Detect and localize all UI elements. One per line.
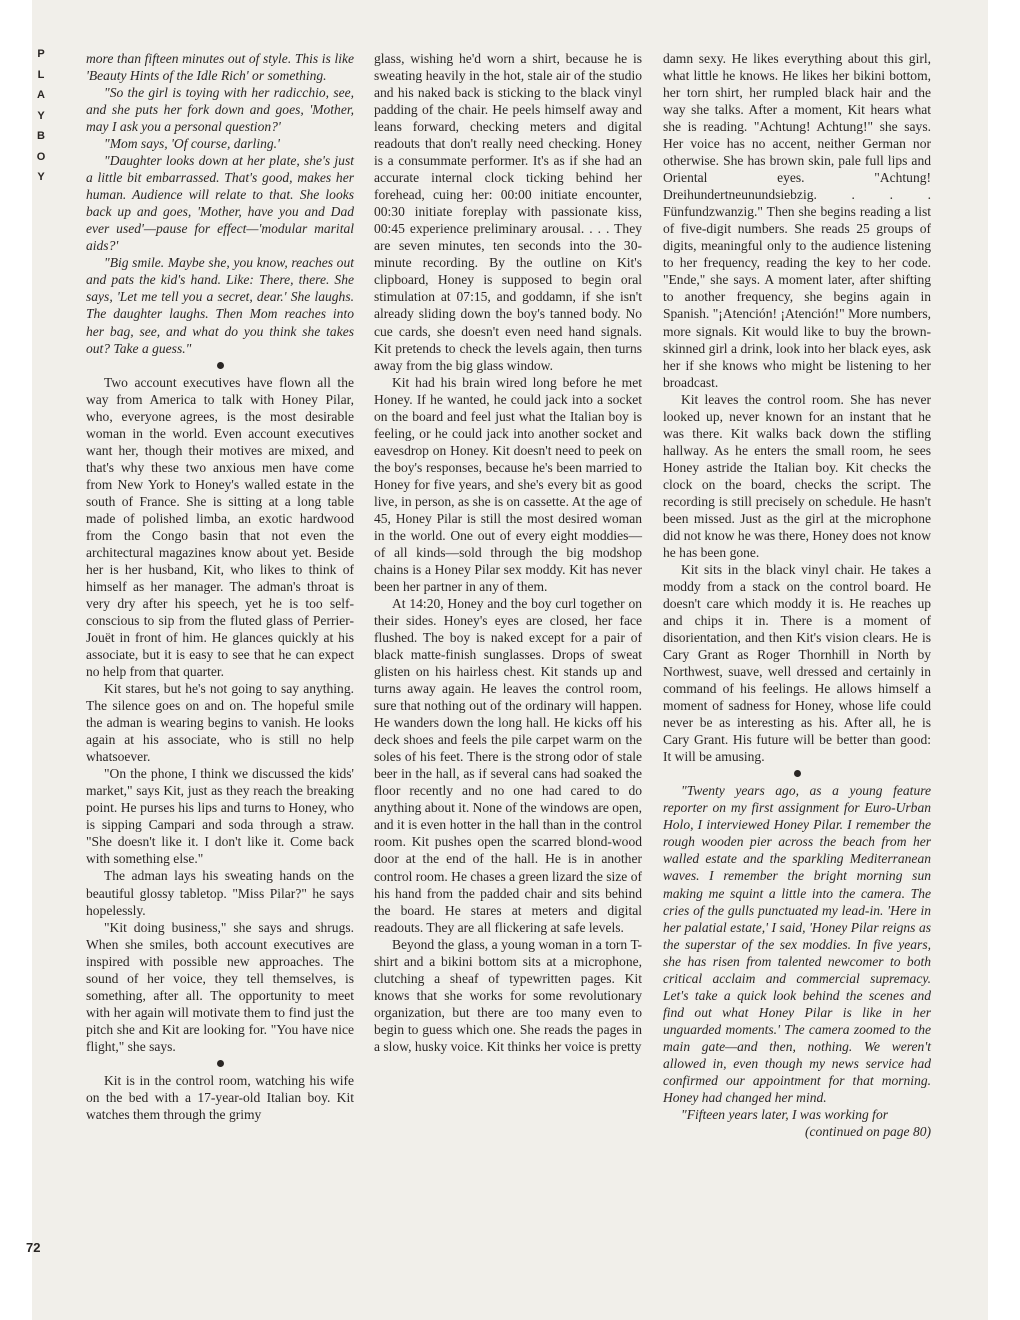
article-paragraph: "Twenty years ago, as a young feature reporter on my first assignment for Euro-Urban Holo, I interviewed Honey Pilar. I remember the rough wooden pier across the beach from her walled estate and the sparkling Mediterranean waves. I remember the bright morning sun making me squint a little into the camera. The cries of the gulls punctuated my lead-in. 'Here in her palatial estate,' I said, 'Honey Pilar reigns as the superstar of the sex moddies. In five years, she has risen from talented newcomer to both critical acclaim and commercial supremacy. Let's take a quick look behind the scenes and find out what Honey Pilar is like in her unguarded moments.' The camera zoomed to the main gate—and then, nothing. We weren't allowed in, even though my news service had confirmed our appointment for that morning. Honey had changed her mind. [663, 783, 931, 1105]
article-paragraph: "On the phone, I think we discussed the kids' market," says Kit, just as they reach the breaking point. He purses his lips and turns to Honey, who is sipping Campari and soda through a straw. "She doesn't like it. I don't like it. Come back with something else." [86, 766, 354, 867]
section-break-bullet [217, 362, 224, 369]
section-break-bullet [794, 770, 801, 777]
continuation-note: (continued on page 80) [804, 1123, 931, 1139]
article-paragraph: "Kit doing business," she says and shrugs. When she smiles, both account executives are inspired with possible new approaches. The sound of her voice, they tell themselves, is something, after all. The opportunity to meet with her again will motivate them to find just the pitch she and Kit are looking for. "You have nice flight," she says. [86, 919, 354, 1054]
article-paragraph: "Mom says, 'Of course, darling.' [104, 136, 280, 152]
article-paragraph: damn sexy. He likes everything about this girl, what little he knows. He likes her bikini bottom, her torn shirt, her rumpled black hair and the way she talks. After a moment, Kit hears what she is reading. "Achtung! Achtung!" she says. Her voice has no accent, neither German nor otherwise. She has brown skin, pale full lips and Oriental eyes. "Achtung! Dreihundertneunundsiebzig. . . . Fünfundzwanzig." Then she begins reading a list of five-digit numbers. She reads 25 groups of digits, meaningful only to the audience listening to her frequency, reading the key to her code. "Ende," she says. A moment later, after shifting to another frequency, she begins again in Spanish. "¡Atención! ¡Atención!" More numbers, more signals. Kit would like to buy the brown-skinned girl a drink, look into her black eyes, ask her if she knows who might be listening to her broadcast. [663, 51, 931, 390]
article-paragraph: Kit stares, but he's not going to say anything. The silence goes on and on. The hopeful smile the adman is wearing begins to vanish. He looks again at his associate, who is still no help whatsoever. [86, 681, 354, 765]
article-paragraph: more than fifteen minutes out of style. This is like 'Beauty Hints of the Idle Rich' or something. [86, 51, 354, 84]
logo-letter: A [37, 89, 45, 101]
logo-letter: Y [37, 171, 45, 183]
text-column-2 [374, 50, 642, 1055]
article-paragraph: Kit leaves the control room. She has never looked up, never known for an instant that he was there. Kit walks back down the stifling hallway. As he enters the small room, he sees Honey astride the Italian boy. Kit checks the clock on the board, checks the script. The recording is still precisely on schedule. He hasn't been missed. Just as the girl at the microphone did not know he was there, Honey does not know he has been gone. [663, 391, 931, 560]
article-paragraph: Kit sits in the black vinyl chair. He takes a moddy from a stack on the control board. He doesn't care which moddy it is. He reaches up and chips it in. There is a moment of disorientation, and then Kit's vision clears. He is Cary Grant as Roger Thornhill in North by Northwest, suave, well dressed and certainly in command of his feelings. He allows himself a moment of sadness for Honey, whose life could never be as interesting as his. After all, he is Cary Grant. His future will be better than good: It will be amusing. [663, 561, 931, 765]
article-paragraph: At 14:20, Honey and the boy curl together on their sides. Honey's eyes are closed, her face flushed. The boy is naked except for a pair of black matte-finish sunglasses. Drops of sweat glisten on his hairless chest. Kit stands up and turns away again. He leaves the control room, sure that nothing out of the ordinary will happen. He wanders down the long hall. He kicks off his deck shoes and feels the pile carpet warm on the soles of his feet. There is the strong odor of stale beer in the hall, as if several cans had soaked the floor recently and no one had cared to do anything about it. None of the windows are open, and it is even hotter in the hall than in the control room. Kit pushes open the scarred blond-wood door at the end of the hall. He is in another control room. He chases a green lizard the size of his hand from the padded chair and sits behind the board. He stares at meters and digital readouts. They are all flickering at safe levels. [374, 596, 642, 935]
logo-letter: P [37, 48, 45, 60]
article-paragraph: glass, wishing he'd worn a shirt, because he is sweating heavily in the hot, stale air of the studio and his naked back is sticking to the black vinyl padding of the chair. He peels himself away and leans forward, checking meters and digital readouts that don't really need checking. Honey is a consummate performer. It's as if she had an accurate internal clock ticking behind her forehead, cuing her: 00:00 initiate encounter, 00:30 initiate foreplay with passionate kiss, 00:45 experience preliminary arousal. . . . They are seven minutes, ten seconds into the 30-minute recording. By the outline on Kit's clipboard, Honey is supposed to begin oral stimulation at 07:15, and goddamn, if she isn't already sliding down the boy's tanned body. No cue cards, she doesn't even need hand signals. Kit pretends to check the levels again, then turns away from the big glass window. [374, 51, 642, 373]
article-paragraph: Kit is in the control room, watching his wife on the bed with a 17-year-old Italian boy. Kit watches them through the grimy [86, 1072, 354, 1122]
logo-letter: O [36, 150, 46, 163]
article-paragraph: Two account executives have flown all the way from America to talk with Honey Pilar, who, everyone agrees, is the most desirable woman in the world. Even account executives want her, though their motives are mixed, and that's why these two anxious men have come from New York to Honey's walled estate in the south of France. She is sitting at a long table made of polished limba, an exotic hardwood from the Congo basin that not even the architectural magazines know about yet. Beside her is her husband, Kit, who likes to think of himself as her manager. The adman's throat is very dry after his speech, yet he is too self-conscious to sip from the fluted glass of Perrier-Jouët in front of him. He glances quickly at his associate, but it is easy to see that he can expect no help from that quarter. [86, 374, 354, 680]
article-paragraph: "Big smile. Maybe she, you know, reaches out and pats the kid's hand. Like: There, there. She says, 'Let me tell you a secret, dear.' She laughs. The daughter laughs. Then Mom reaches into her bag, see, and what do you think she takes out? Take a guess." [86, 255, 354, 356]
page-number: 72 [26, 1240, 41, 1255]
section-break-bullet [217, 1060, 224, 1067]
article-paragraph: Kit had his brain wired long before he met Honey. If he wanted, he could jack into a socket on the board and feel just what the Italian boy is feeling, or he could jack into another socket and eavesdrop on Honey. Kit doesn't need to peek on the boy's responses, because he's been married to Honey for five years, and she's every bit as good live, in person, as she is on cassette. At the age of 45, Honey Pilar is still the most desired woman in the world. One out of every eight moddies—of all kinds—sold through the big modshop chains is a Honey Pilar sex moddy. Kit has never been her partner in any of them. [374, 374, 642, 594]
text-column-1 [86, 50, 354, 1123]
article-paragraph: "Daughter looks down at her plate, she's just a little bit embarrassed. That's good, makes her human. Audience will relate to that. She looks back up and goes, 'Mother, have you and Dad ever used'—pause for effect—'modular marital aids?' [86, 153, 354, 254]
logo-letter: Y [37, 109, 45, 122]
logo-letter: B [37, 130, 45, 142]
playboy-logo [33, 44, 49, 188]
article-paragraph: Beyond the glass, a young woman in a torn T-shirt and a bikini bottom sits at a microphone, clutching a sheaf of typewritten pages. Kit knows that she works for some revolutionary organization, but there are too many even to begin to guess which one. She reads the pages in a slow, husky voice. Kit thinks her voice is pretty [374, 936, 642, 1054]
article-paragraph: "So the girl is toying with her radicchio, see, and she puts her fork down and goes, 'Mother, may I ask you a personal question?' [86, 85, 354, 135]
article-paragraph: The adman lays his sweating hands on the beautiful glossy tabletop. "Miss Pilar?" he says hopelessly. [86, 868, 354, 918]
logo-letter: L [37, 68, 45, 81]
text-column-3 [663, 50, 931, 1140]
article-paragraph: "Fifteen years later, I was working for [681, 1106, 888, 1122]
